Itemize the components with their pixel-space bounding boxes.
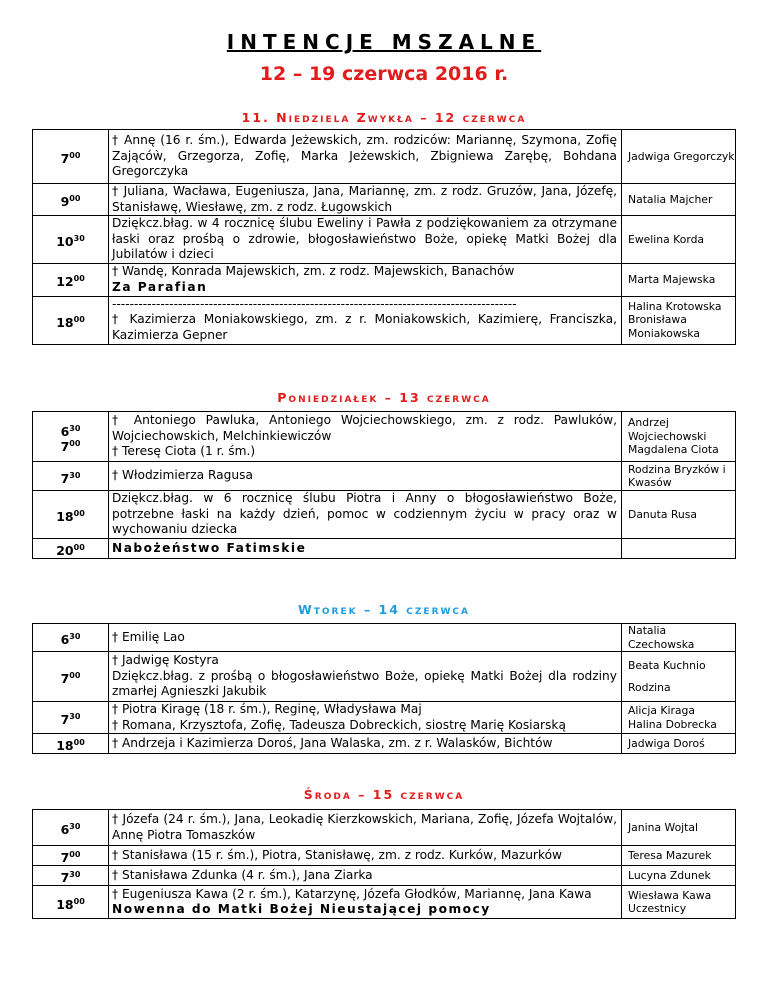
table-row [33, 810, 736, 846]
table-row [33, 734, 736, 754]
requester: Marta Majewska [622, 263, 736, 296]
day-heading: Poniedziałek – 13 czerwca [277, 390, 491, 405]
intention-text: -------------------------------------------------------------------------------------------- † Kazimierza Moniakowskiego, zm. z r. Moniakowskich, Kazimierę, Franciszka, Kazimierza Gepner [109, 296, 622, 344]
intention-text: † Emilię Lao [109, 624, 622, 652]
mass-time: $18^{00}$ [33, 491, 109, 539]
table-row [33, 296, 736, 344]
table-row [33, 652, 736, 702]
table-row [33, 184, 736, 216]
mass-table [32, 411, 736, 559]
mass-table [32, 623, 736, 754]
intention-text: † Stanisława Zdunka (4 r. śm.), Jana Ziarka [109, 866, 622, 886]
intention-text: † Piotra Kiragę (18 r. śm.), Reginę, Władysława Maj † Romana, Krzysztofa, Zofię, Tadeusza Dobreckich, siostrę Marię Kosiarską [109, 702, 622, 734]
mass-time: $10^{30}$ [33, 216, 109, 264]
requester: Wiesława Kawa Uczestnicy [622, 886, 736, 919]
mass-table [32, 809, 736, 919]
mass-time: $7^{00}$ [33, 846, 109, 866]
table-row [33, 263, 736, 296]
table-row [33, 412, 736, 462]
intention-text: † Stanisława (15 r. śm.), Piotra, Stanisławę, zm. z rodz. Kurków, Mazurków [109, 846, 622, 866]
intention-text: Dziękcz.błag. w 4 rocznicę ślubu Eweliny i Pawła z podziękowaniem za otrzymane łaski oraz prośbą o zdrowie, błogosławieństwo Boże, opiekę Matki Bożej dla Jubilatów i dzieci [109, 216, 622, 264]
requester: Ewelina Korda [622, 216, 736, 264]
mass-time: $12^{00}$ [33, 263, 109, 296]
table-row [33, 539, 736, 559]
intention-text: † Włodzimierza Ragusa [109, 462, 622, 491]
intention-text: † Andrzeja i Kazimierza Doroś, Jana Walaska, zm. z r. Walasków, Bichtów [109, 734, 622, 754]
mass-time: $9^{00}$ [33, 184, 109, 216]
requester: Natalia Majcher [622, 184, 736, 216]
requester: Beata Kuchnio Rodzina [622, 652, 736, 702]
mass-time: $7^{30}$ [33, 462, 109, 491]
intention-text: † Antoniego Pawluka, Antoniego Wojciechowskiego, zm. z rodz. Pawluków, Wojciechowskich, Melchinkiewiczów † Teresę Ciota (1 r. śm.) [109, 412, 622, 462]
requester: Janina Wojtal [622, 810, 736, 846]
mass-time: $18^{00}$ [33, 296, 109, 344]
requester: Lucyna Zdunek [622, 866, 736, 886]
requester: Rodzina Bryzków i Kwasów [622, 462, 736, 491]
intention-text: † Juliana, Wacława, Eugeniusza, Jana, Mariannę, zm. z rodz. Gruzów, Jana, Józefę, Stanisławę, Wiesławę, zm. z rodz. Ługowskich [109, 184, 622, 216]
page-subtitle: 12 – 19 czerwca 2016 r. [259, 63, 509, 85]
day-heading: 11. Niedziela Zwykła – 12 czerwca [241, 110, 527, 125]
table-row [33, 462, 736, 491]
mass-time: $7^{00}$ [33, 652, 109, 702]
mass-time: $7^{30}$ [33, 702, 109, 734]
table-row [33, 846, 736, 866]
day-heading: Środa – 15 czerwca [303, 787, 465, 802]
requester: Andrzej Wojciechowski Magdalena Ciota [622, 412, 736, 462]
mass-time: $20^{00}$ [33, 539, 109, 559]
mass-time: $6^{30}$ $7^{00}$ [33, 412, 109, 462]
requester: Danuta Rusa [622, 491, 736, 539]
table-row [33, 866, 736, 886]
table-row [33, 886, 736, 919]
table-row [33, 702, 736, 734]
mass-time: $6^{30}$ [33, 624, 109, 652]
page-title: INTENCJE MSZALNE [226, 30, 542, 54]
table-row [33, 216, 736, 264]
intention-text: † Józefa (24 r. śm.), Jana, Leokadię Kierzkowskich, Mariana, Zofię, Józefa Wojtalów, Annę Piotra Tomaszków [109, 810, 622, 846]
requester: Jadwiga Doroś [622, 734, 736, 754]
intention-text: Nabożeństwo Fatimskie [109, 539, 622, 559]
mass-time: $7^{00}$ [33, 130, 109, 184]
mass-time: $7^{30}$ [33, 866, 109, 886]
mass-time: $6^{30}$ [33, 810, 109, 846]
intention-text: † Eugeniusza Kawa (2 r. śm.), Katarzynę, Józefa Głodków, Mariannę, Jana Kawa Nowenna do Matki Bożej Nieustającej pomocy [109, 886, 622, 919]
mass-time: $18^{00}$ [33, 734, 109, 754]
requester: Natalia Czechowska [622, 624, 736, 652]
requester: Jadwiga Gregorczyk [622, 130, 736, 184]
table-row [33, 130, 736, 184]
intention-text: † Jadwigę Kostyra Dziękcz.błag. z prośbą o błogosławieństwo Boże, opiekę Matki Bożej dla rodziny zmarłej Agnieszki Jakubik [109, 652, 622, 702]
requester: Teresa Mazurek [622, 846, 736, 866]
intention-text: Dziękcz.błag. w 6 rocznicę ślubu Piotra i Anny o błogosławieństwo Boże, potrzebne łaski na każdy dzień, pomoc w codziennym życiu w pracy oraz w wychowaniu dziecka [109, 491, 622, 539]
day-heading: Wtorek – 14 czerwca [297, 602, 471, 617]
table-row [33, 491, 736, 539]
mass-time: $18^{00}$ [33, 886, 109, 919]
table-row [33, 624, 736, 652]
requester: Halina Krotowska Bronisława Moniakowska [622, 296, 736, 344]
intention-text: † Annę (16 r. śm.), Edwarda Jeżewskich, zm. rodziców: Mariannę, Szymona, Zofię Zającóẁ, Grzegorza, Zofię, Marka Jeżewskich, Zbigniewa Zarębę, Bohdana Gregorczyka [109, 130, 622, 184]
mass-table [32, 129, 736, 345]
requester [622, 539, 736, 559]
intention-text: † Wandę, Konrada Majewskich, zm. z rodz. Majewskich, Banachów Za Parafian [109, 263, 622, 296]
requester: Alicja Kiraga Halina Dobrecka [622, 702, 736, 734]
